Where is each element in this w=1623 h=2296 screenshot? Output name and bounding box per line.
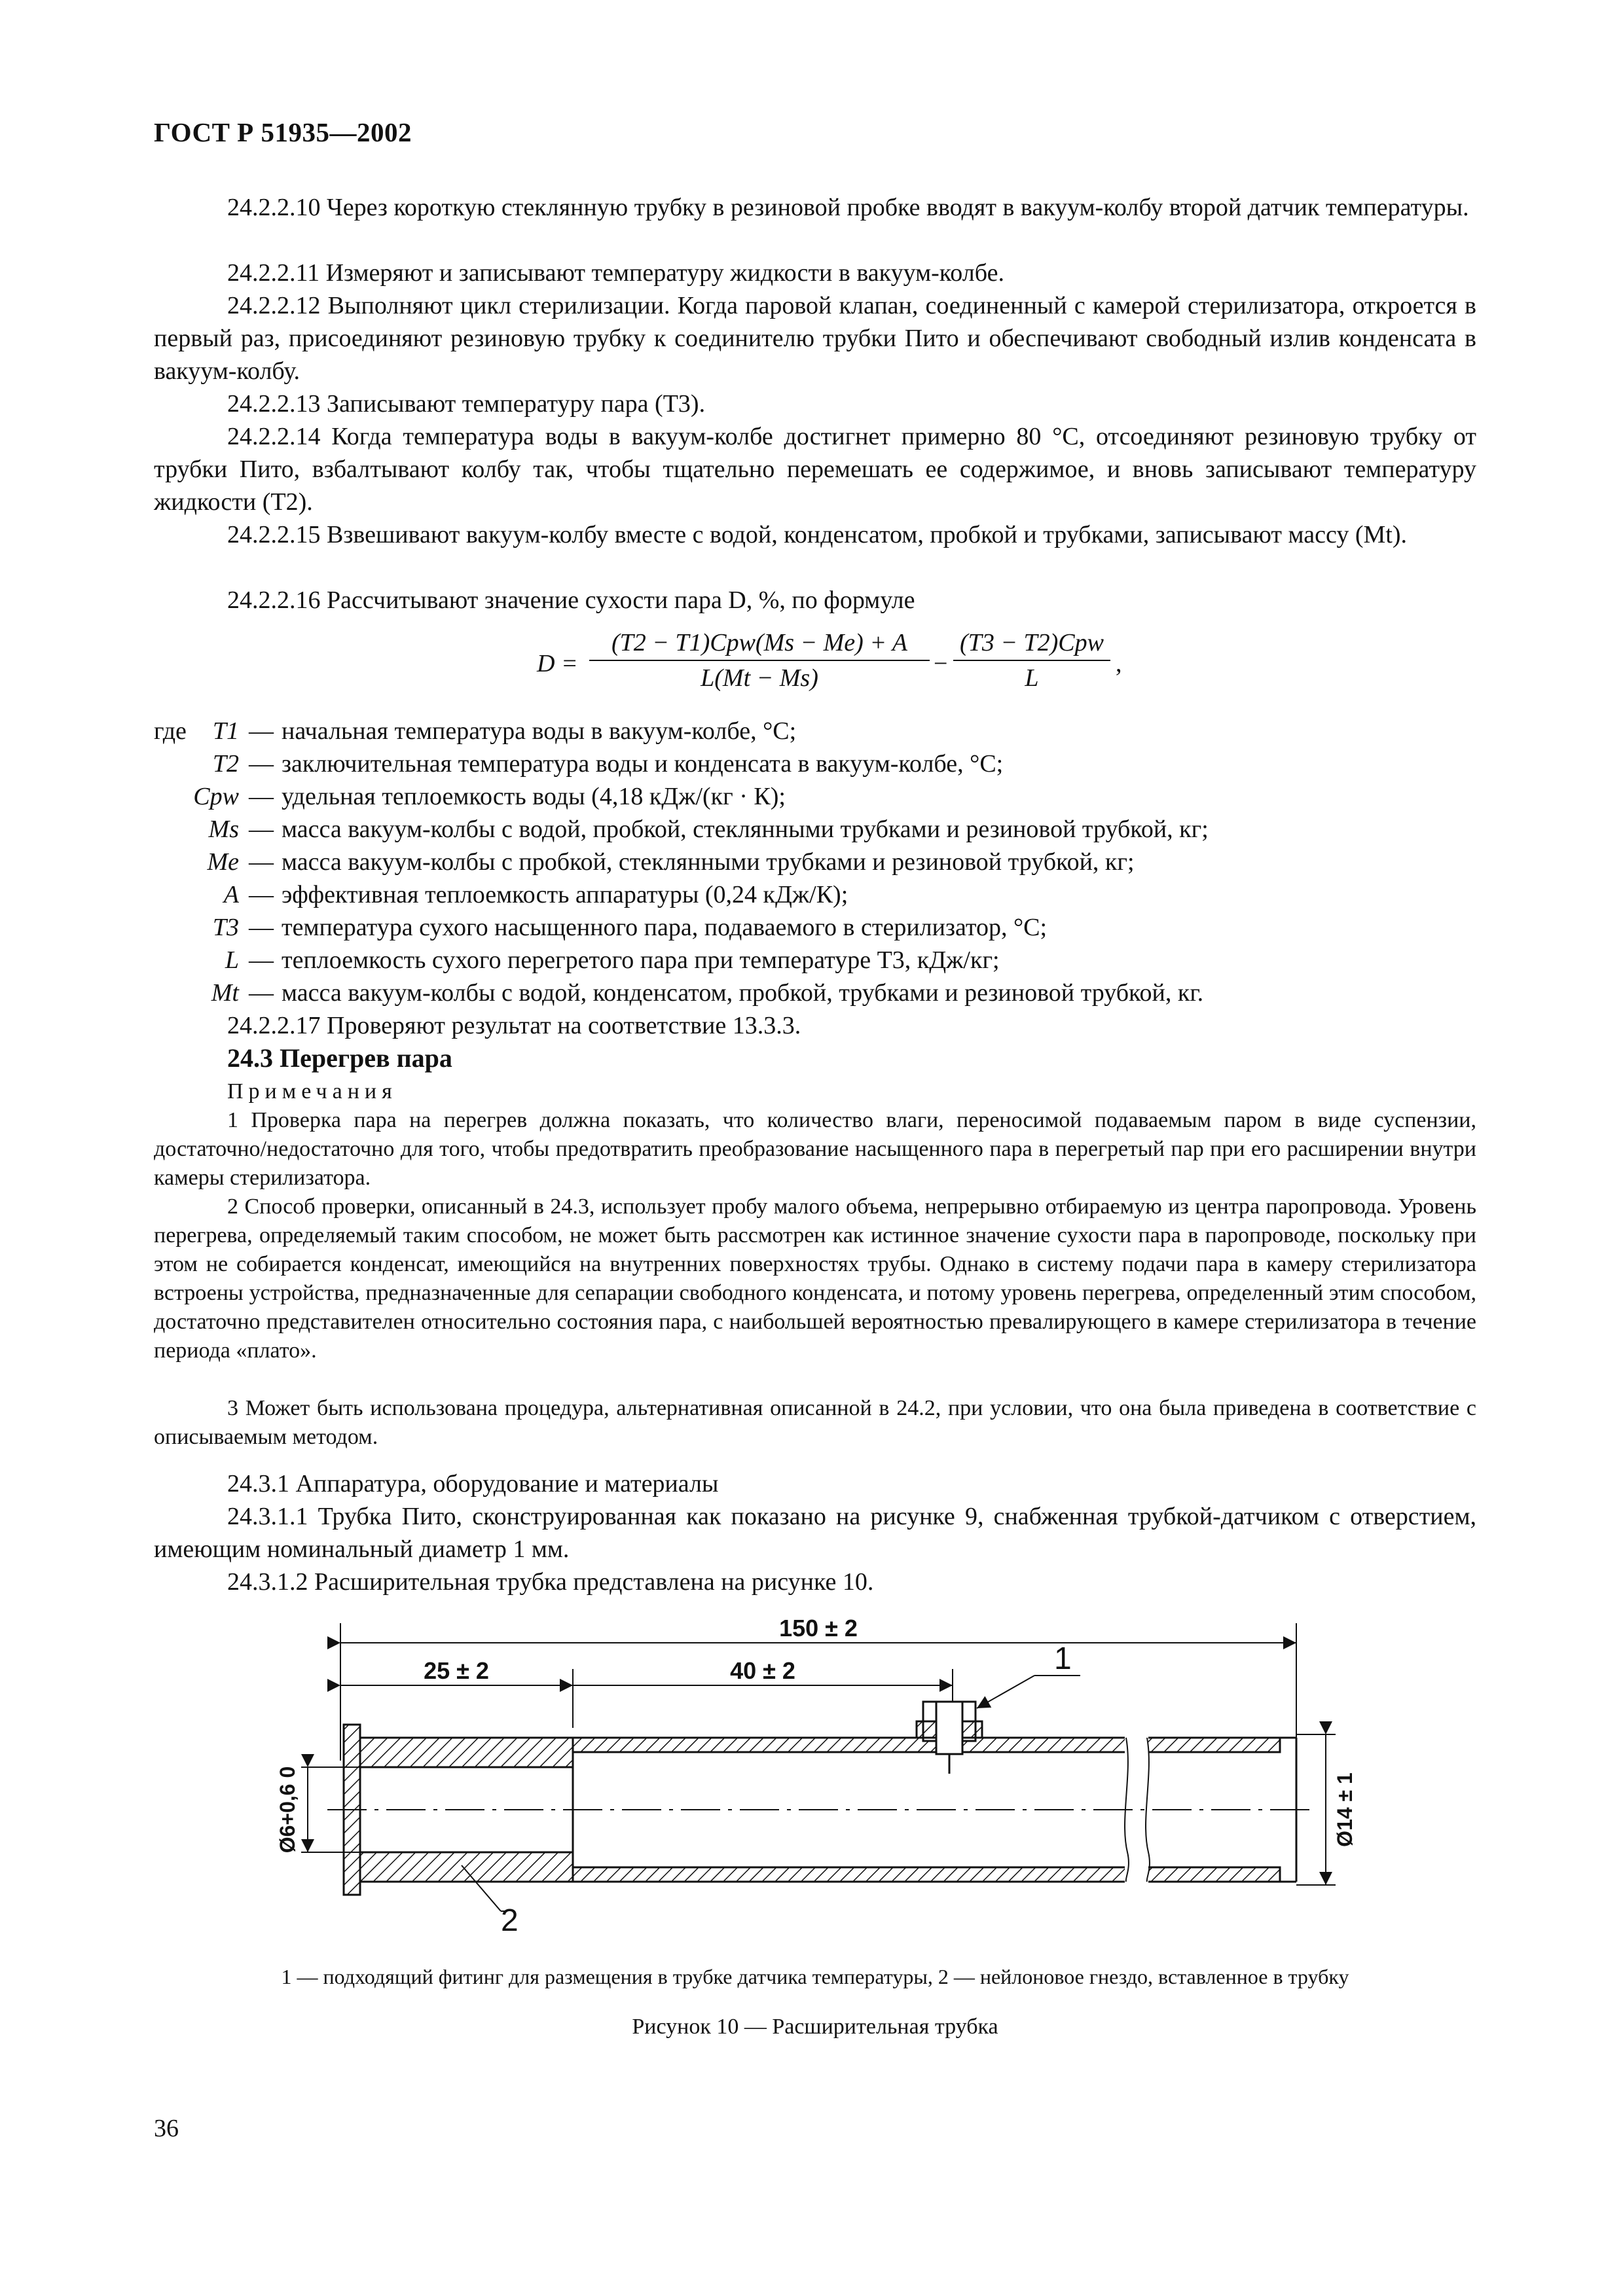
where-description: теплоемкость сухого перегретого пара при температуре T3, кДж/кг; (282, 946, 1000, 974)
notes-title: Примечания (227, 1079, 397, 1103)
dryness-formula (537, 628, 1126, 707)
where-description: удельная теплоемкость воды (4,18 кДж/(кг · К); (282, 783, 786, 810)
where-dash: — (249, 881, 274, 908)
where-description: эффективная теплоемкость аппаратуры (0,24 кДж/К); (282, 881, 848, 908)
dim-outer-diameter-label: Ø14 ± 1 (1333, 1772, 1357, 1847)
page-number: 36 (154, 2115, 179, 2142)
formula-numerator-2: (T3 − T2)Cpw (953, 628, 1110, 661)
dim-mid-label: 40 ± 2 (730, 1657, 795, 1684)
where-dash: — (249, 848, 274, 876)
formula-numerator-1: (T2 − T1)Cpw(Ms − Me) + A (589, 628, 930, 661)
where-symbol: L (225, 946, 239, 974)
where-symbol: T1 (212, 717, 239, 745)
document-header: ГОСТ Р 51935—2002 (154, 117, 412, 147)
paragraph-24-2-2-14: 24.2.2.14 Когда температура воды в вакуум-колбе достигнет примерно 80 °С, отсоединяют резиновую трубку от трубки Пито, взбалтывают колбу так, чтобы тщательно перемешать ее содержимое, и вновь записывают температуру жидкости (T2). (154, 423, 1476, 516)
where-label: где (154, 717, 187, 745)
dim-left-label: 25 ± 2 (424, 1657, 489, 1684)
where-symbol: Ms (208, 816, 239, 843)
formula-lhs: D = (537, 650, 578, 677)
paragraph-24-2-2-16: 24.2.2.16 Рассчитывают значение сухости пара D, %, по формуле (227, 586, 915, 614)
paragraph-24-2-2-17: 24.2.2.17 Проверяют результат на соответствие 13.3.3. (227, 1012, 801, 1039)
where-dash: — (249, 750, 274, 778)
where-dash: — (249, 816, 274, 843)
paragraph-24-2-2-12: 24.2.2.12 Выполняют цикл стерилизации. Когда паровой клапан, соединенный с камерой стерилизатора, откроется в первый раз, присоединяют резиновую трубку к соединителю трубки Пито и обеспечивают свободный излив конденсата в вакуум-колбу. (154, 292, 1476, 385)
figure-legend: 1 — подходящий фитинг для размещения в трубке датчика температуры, 2 — нейлоновое гнездо, вставленное в трубку (281, 1965, 1349, 1988)
section-title: 24.3 Перегрев пара (227, 1043, 452, 1073)
paragraph-24-2-2-13: 24.2.2.13 Записывают температуру пара (T3). (227, 390, 706, 418)
dim-total-label: 150 ± 2 (779, 1615, 858, 1641)
where-symbol: T2 (212, 750, 239, 778)
note-1: 1 Проверка пара на перегрев должна показать, что количество влаги, переносимой подаваемым паром в виде суспензии, достаточно/недостаточно для того, чтобы предотвратить преобразование насыщенного пара в перегретый пар при его расширении внутри камеры стерилизатора. (154, 1108, 1476, 1190)
where-description: температура сухого насыщенного пара, подаваемого в стерилизатор, °С; (282, 914, 1048, 941)
formula-fraction-1 (589, 628, 930, 692)
where-dash: — (249, 914, 274, 941)
where-description: масса вакуум-колбы с пробкой, стеклянными трубками и резиновой трубкой, кг; (282, 848, 1135, 876)
where-symbol: Mt (211, 979, 239, 1007)
where-symbol: Cpw (193, 783, 239, 810)
where-dash: — (249, 783, 274, 810)
where-description: заключительная температура воды и конденсата в вакуум-колбе, °С; (282, 750, 1004, 778)
where-description: масса вакуум-колбы с водой, пробкой, стеклянными трубками и резиновой трубкой, кг; (282, 816, 1209, 843)
formula-tail: , (1116, 650, 1122, 677)
paragraph-24-2-2-15: 24.2.2.15 Взвешивают вакуум-колбу вместе с водой, конденсатом, пробкой и трубками, записывают массу (Mt). (227, 521, 1408, 548)
where-dash: — (249, 717, 274, 745)
where-description: масса вакуум-колбы с водой, конденсатом, пробкой, трубками и резиновой трубкой, кг. (282, 979, 1204, 1007)
paragraph-24-3-1-2: 24.3.1.2 Расширительная трубка представлена на рисунке 10. (227, 1568, 874, 1596)
figure-caption: Рисунок 10 — Расширительная трубка (632, 2015, 998, 2039)
formula-fraction-2 (953, 628, 1110, 692)
dim-inner-diameter-label: Ø6+0,6 0 (276, 1766, 299, 1854)
where-dash: — (249, 946, 274, 974)
callout-1-label: 1 (1054, 1641, 1072, 1676)
paragraph-24-2-2-11: 24.2.2.11 Измеряют и записывают температуру жидкости в вакуум-колбе. (227, 259, 1004, 287)
paragraph-24-3-1: 24.3.1 Аппаратура, оборудование и материалы (227, 1470, 719, 1498)
formula-minus: − (934, 650, 948, 677)
formula-denominator-2: L (1025, 664, 1039, 692)
where-symbol: A (223, 881, 239, 908)
where-description: начальная температура воды в вакуум-колбе, °С; (282, 717, 797, 745)
note-3: 3 Может быть использована процедура, альтернативная описанной в 24.2, при условии, что она была приведена в соответствие с описываемым методом. (154, 1396, 1476, 1449)
where-symbol: Me (207, 848, 239, 876)
paragraph-24-2-2-10: 24.2.2.10 Через короткую стеклянную трубку в резиновой пробке вводят в вакуум-колбу второй датчик температуры. (227, 194, 1469, 221)
expansion-tube-drawing (262, 1604, 1375, 1944)
where-dash: — (249, 979, 274, 1007)
where-symbol: T3 (212, 914, 239, 941)
paragraph-24-3-1-1: 24.3.1.1 Трубка Пито, сконструированная как показано на рисунке 9, снабженная трубкой-датчиком с отверстием, имеющим номинальный диаметр 1 мм. (154, 1503, 1476, 1563)
formula-denominator-1: L(Mt − Ms) (701, 664, 818, 692)
callout-2-label: 2 (501, 1903, 519, 1938)
note-2: 2 Способ проверки, описанный в 24.3, использует пробу малого объема, непрерывно отбираемую из центра паропровода. Уровень перегрева, определяемый таким способом, не может быть рассмотрен как истинное значение сухости пара в паропроводе, поскольку при этом не собирается конденсат, имеющийся на внутренних поверхностях трубы. Однако в систему подачи пара в камеру стерилизатора встроены устройства, предназначенные для сепарации свободного конденсата, и потому уровень перегрева, определенный этим способом, достаточно представителен относительно состояния пара, с наибольшей вероятностью превалирующего в камере стерилизатора в течение периода «плато». (154, 1194, 1476, 1363)
